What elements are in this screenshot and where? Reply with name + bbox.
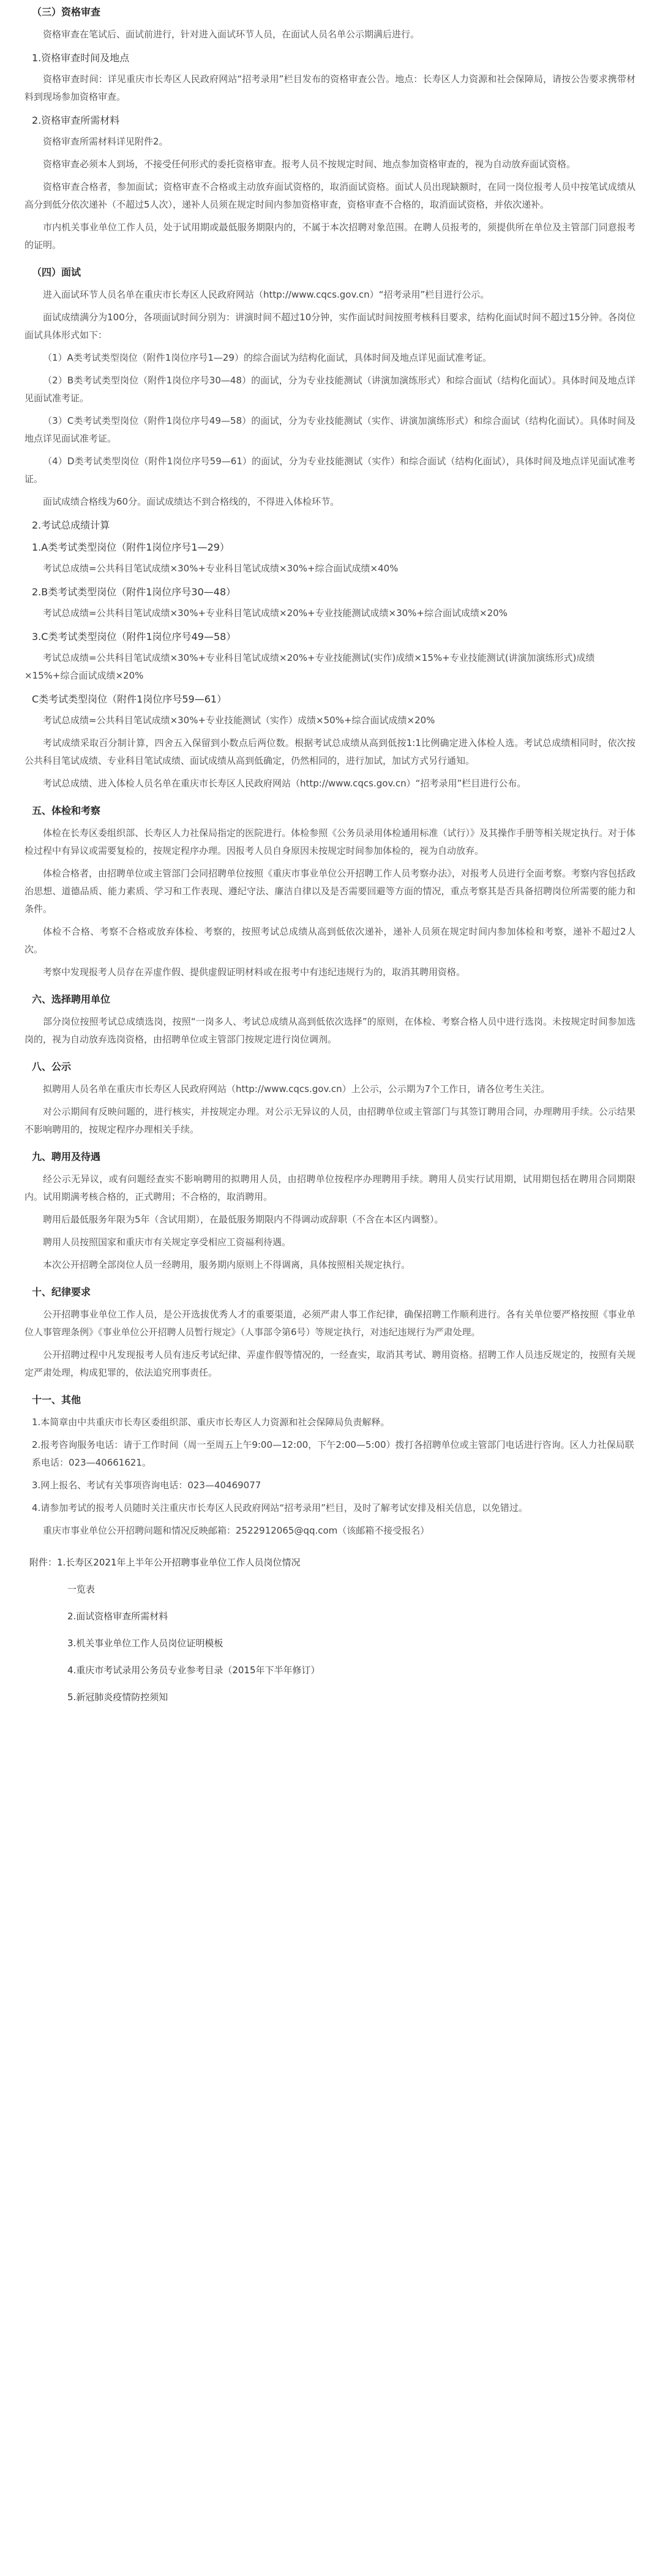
contact-email: 重庆市事业单位公开招聘问题和情况反映邮箱：2522912065@qq.com（该邮箱不接受报名） <box>43 1525 430 1536</box>
other-item: 3.网上报名、考试有关事项咨询电话：023—40469077 <box>32 1480 261 1491</box>
score-formula: 考试总成绩=公共科目笔试成绩×30%+专业技能测试（实作）成绩×50%+综合面试成绩×20% <box>43 715 435 726</box>
paragraph: 本次公开招聘全部岗位人员一经聘用，服务期内原则上不得调离，具体按照相关规定执行。 <box>43 1259 411 1270</box>
paragraph: 体检合格者，由招聘单位或主管部门会同招聘单位按照《重庆市事业单位公开招聘工作人员考察办法》，对报考人员进行全面考察。考察内容包括政治思想、道德品质、能力素质、学习和工作表现、遵纪守法、廉洁自律以及是否需要回避等方面的情况，重点考察其是否具备招聘岗位所需要的能力和条件。 <box>24 868 636 914</box>
paragraph: 考试总成绩、进入体检人员名单在重庆市长寿区人民政府网站（http://www.cqcs.gov.cn）“招考录用”栏目进行公布。 <box>43 778 527 789</box>
paragraph: 体检不合格、考察不合格或放弃体检、考察的，按照考试总成绩从高到低依次递补，递补人员须在规定时间内参加体检和考察，递补不超过2人次。 <box>24 926 636 955</box>
section-heading: 十、纪律要求 <box>32 1286 91 1298</box>
paragraph: 聘用人员按照国家和重庆市有关规定享受相应工资福利待遇。 <box>43 1237 291 1248</box>
paragraph: 面试成绩满分为100分，各项面试时间分别为：讲演时间不超过10分钟，实作面试时间按照考核科目要求，结构化面试时间不超过15分钟。各岗位面试具体形式如下： <box>24 312 636 341</box>
paragraph: 考试成绩采取百分制计算，四舍五入保留到小数点后两位数。根据考试总成绩从高到低按1:1比例确定进入体检人选。考试总成绩相同时，依次按公共科目笔试成绩、专业科目笔试成绩、面试成绩从高到低确定，仍然相同的，进行加试，加试方式另行通知。 <box>24 737 636 766</box>
sub-heading: 2.资格审查所需材料 <box>32 115 120 126</box>
section-heading: 五、体检和考察 <box>32 805 101 816</box>
paragraph: （1）A类考试类型岗位（附件1岗位序号1—29）的综合面试为结构化面试，具体时间及地点详见面试准考证。 <box>43 352 492 363</box>
paragraph: 对公示期间有反映问题的，进行核实，并按规定办理。对公示无异议的人员，由招聘单位或主管部门与其签订聘用合同，办理聘用手续。公示结果不影响聘用的，按规定程序办理相关手续。 <box>24 1106 636 1135</box>
section-heading: 六、选择聘用单位 <box>32 993 111 1005</box>
paragraph: 考察中发现报考人员存在弄虚作假、提供虚假证明材料或在报考中有违纪违规行为的，取消其聘用资格。 <box>43 966 466 977</box>
paragraph: 公开招聘过程中凡发现报考人员有违反考试纪律、弄虚作假等情况的，一经查实，取消其考试、聘用资格。招聘工作人员违反规定的，按照有关规定严肃处理，构成犯罪的，依法追究刑事责任。 <box>24 1349 636 1378</box>
sub-heading: C类考试类型岗位（附件1岗位序号59—61） <box>32 693 227 705</box>
sub-heading: 3.C类考试类型岗位（附件1岗位序号49—58） <box>32 631 236 642</box>
paragraph: 面试成绩合格线为60分。面试成绩达不到合格线的，不得进入体检环节。 <box>43 496 340 507</box>
section-heading: 八、公示 <box>32 1061 72 1072</box>
sub-heading: 2.考试总成绩计算 <box>32 519 110 531</box>
paragraph: 资格审查必须本人到场，不接受任何形式的委托资格审查。报考人员不按规定时间、地点参加资格审查的，视为自动放弃面试资格。 <box>43 159 576 170</box>
paragraph: 资格审查时间：详见重庆市长寿区人民政府网站“招考录用”栏目发布的资格审查公告。地点：长寿区人力资源和社会保障局，请按公告要求携带材料到现场参加资格审查。 <box>24 73 636 102</box>
section-heading: 九、聘用及待遇 <box>32 1151 101 1162</box>
score-formula: 考试总成绩=公共科目笔试成绩×30%+专业科目笔试成绩×20%+专业技能测试(实作)成绩×15%+专业技能测试(讲演加演练形式)成绩×15%+综合面试成绩×20% <box>24 652 595 681</box>
paragraph: 体检在长寿区委组织部、长寿区人力社保局指定的医院进行。体检参照《公务员录用体检通用标准（试行）》及其操作手册等相关规定执行。对于体检过程中有异议或需要复检的，按规定程序办理。因报考人员自身原因未按规定时间参加体检的，视为自动放弃。 <box>24 827 636 856</box>
paragraph: 资格审查合格者，参加面试；资格审查不合格或主动放弃面试资格的，取消面试资格。面试人员出现缺额时，在同一岗位报考人员中按笔试成绩从高分到低分依次递补（不超过5人次），递补人员须在规定时间内参加资格审查，资格审查不合格的，取消面试资格，并依次递补。 <box>24 181 636 210</box>
paragraph: （3）C类考试类型岗位（附件1岗位序号49—58）的面试，分为专业技能测试（实作、讲演加演练形式）和综合面试（结构化面试）。具体时间及地点详见面试准考证。 <box>24 415 636 444</box>
paragraph: 拟聘用人员名单在重庆市长寿区人民政府网站（http://www.cqcs.gov.cn）上公示，公示期为7个工作日，请各位考生关注。 <box>43 1083 550 1094</box>
attachment-link-1-cont[interactable]: 一览表 <box>67 1584 96 1595</box>
attachment-link-3[interactable]: 3.机关事业单位工作人员岗位证明模板 <box>67 1638 223 1649</box>
sub-heading: 2.B类考试类型岗位（附件1岗位序号30—48） <box>32 586 236 598</box>
other-item: 1.本简章由中共重庆市长寿区委组织部、重庆市长寿区人力资源和社会保障局负责解释。 <box>32 1417 390 1428</box>
attachment-link-4[interactable]: 4.重庆市考试录用公务员专业参考目录（2015年下半年修订） <box>67 1665 320 1676</box>
other-item: 2.报考咨询服务电话：请于工作时间（周一至周五上午9:00—12:00，下午2:00—5:00）拨打各招聘单位或主管部门电话进行咨询。区人力社保局联系电话：023—40661621。 <box>32 1439 634 1468</box>
sub-heading: 1.A类考试类型岗位（附件1岗位序号1—29） <box>32 541 230 553</box>
attachment-link-5[interactable]: 5.新冠肺炎疫情防控须知 <box>67 1692 168 1703</box>
score-formula: 考试总成绩=公共科目笔试成绩×30%+专业科目笔试成绩×20%+专业技能测试成绩×30%+综合面试成绩×20% <box>43 608 508 619</box>
paragraph: 市内机关事业单位工作人员，处于试用期或最低服务期限内的，不属于本次招聘对象范围。在聘人员报考的，须提供所在单位及主管部门同意报考的证明。 <box>24 222 636 250</box>
paragraph: 聘用后最低服务年限为5年（含试用期），在最低服务期限内不得调动或辞职（不含在本区内调整）。 <box>43 1214 444 1225</box>
paragraph: 资格审查所需材料详见附件2。 <box>43 136 168 147</box>
other-item: 4.请参加考试的报考人员随时关注重庆市长寿区人民政府网站“招考录用”栏目，及时了解考试安排及相关信息，以免错过。 <box>32 1502 528 1513</box>
score-formula: 考试总成绩=公共科目笔试成绩×30%+专业科目笔试成绩×30%+综合面试成绩×40% <box>43 563 399 574</box>
section-heading: （四）面试 <box>32 266 81 278</box>
paragraph: 公开招聘事业单位工作人员，是公开选拔优秀人才的重要渠道，必须严肃人事工作纪律，确保招聘工作顺利进行。各有关单位要严格按照《事业单位人事管理条例》《事业单位公开招聘人员暂行规定》（人事部令第6号）等规定执行，对违纪违规行为严肃处理。 <box>24 1309 636 1338</box>
section-heading: 十一、其他 <box>32 1394 81 1406</box>
paragraph: 经公示无异议，或有问题经查实不影响聘用的拟聘用人员，由招聘单位按程序办理聘用手续。聘用人员实行试用期，试用期包括在聘用合同期限内。试用期满考核合格的，正式聘用；不合格的，取消聘用。 <box>24 1173 636 1202</box>
paragraph: 资格审查在笔试后、面试前进行，针对进入面试环节人员，在面试人员名单公示期满后进行。 <box>43 29 420 40</box>
attachment-link-2[interactable]: 2.面试资格审查所需材料 <box>67 1611 168 1622</box>
paragraph: 进入面试环节人员名单在重庆市长寿区人民政府网站（http://www.cqcs.gov.cn）“招考录用”栏目进行公示。 <box>43 289 490 300</box>
attachment-label: 附件：1.长寿区2021年上半年公开招聘事业单位工作人员岗位情况 <box>29 1557 301 1568</box>
paragraph: 部分岗位按照考试总成绩选岗，按照“一岗多人、考试总成绩从高到低依次选择”的原则，在体检、考察合格人员中进行选岗。未按规定时间参加选岗的，视为自动放弃选岗资格，由招聘单位或主管部门按规定进行岗位调剂。 <box>24 1016 636 1045</box>
section-heading: （三）资格审查 <box>32 6 101 18</box>
paragraph: （2）B类考试类型岗位（附件1岗位序号30—48）的面试，分为专业技能测试（讲演加演练形式）和综合面试（结构化面试）。具体时间及地点详见面试准考证。 <box>24 375 636 404</box>
sub-heading: 1.资格审查时间及地点 <box>32 52 130 64</box>
paragraph: （4）D类考试类型岗位（附件1岗位序号59—61）的面试，分为专业技能测试（实作）和综合面试（结构化面试），具体时间及地点详见面试准考证。 <box>24 456 636 484</box>
